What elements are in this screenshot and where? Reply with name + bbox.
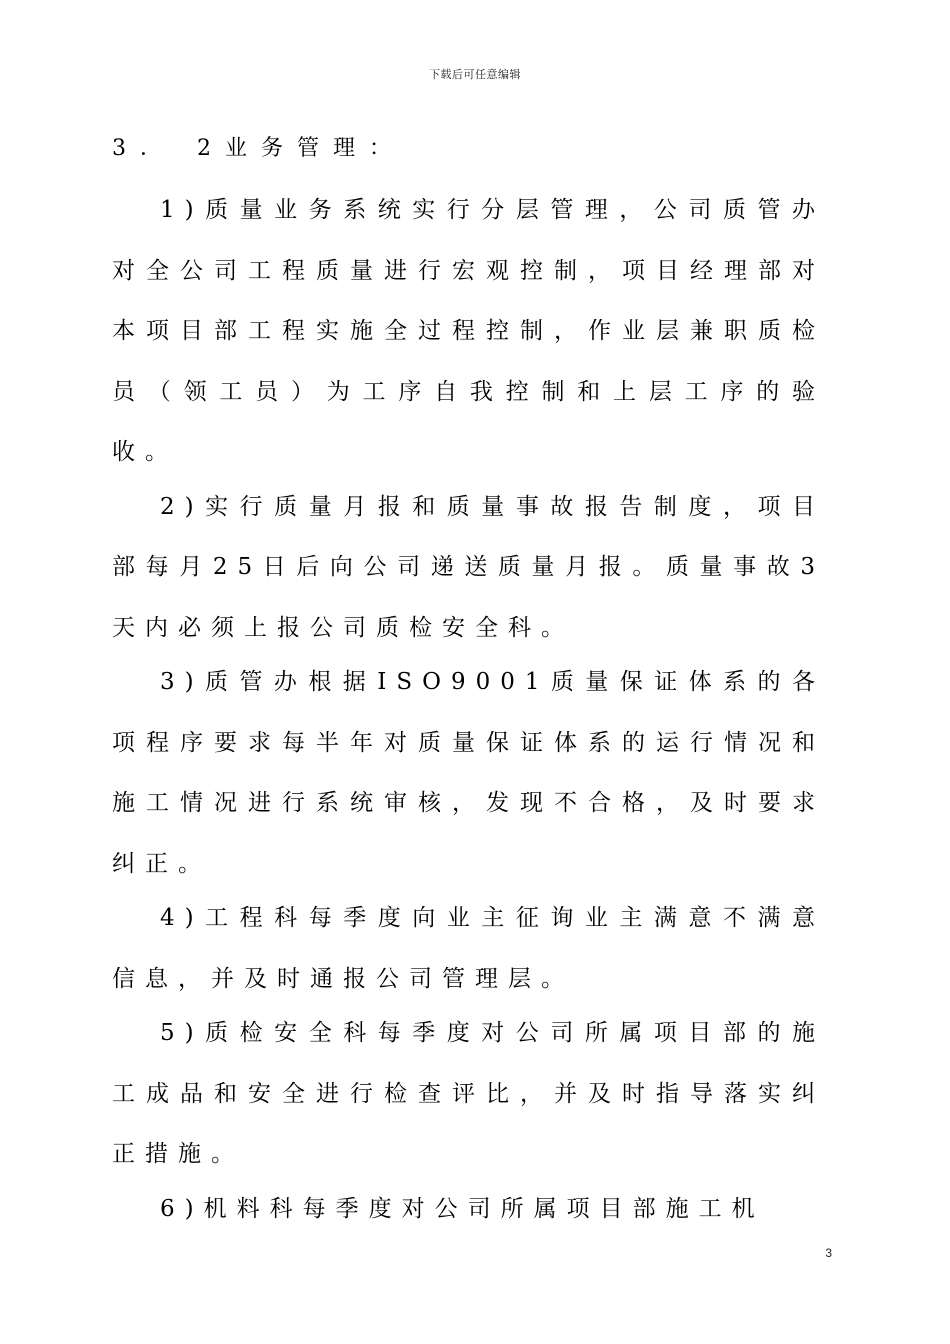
document-body (112, 126, 825, 1233)
paragraph-3: 3)质管办根据ISO9001质量保证体系的各项程序要求每半年对质量保证体系的运行情况和施工情况进行系统审核，发现不合格，及时要求纠正。 (112, 669, 825, 877)
page-number: 3 (825, 1246, 832, 1260)
paragraph-1: 1)质量业务系统实行分层管理，公司质管办对全公司工程质量进行宏观控制，项目经理部对本项目部工程实施全过程控制，作业层兼职质检员（领工员）为工序自我控制和上层工序的验收。 (112, 197, 825, 465)
page-header: 下载后可任意编辑 (429, 68, 521, 81)
paragraph-6: 6)机料科每季度对公司所属项目部施工机 (160, 1195, 765, 1222)
section-heading: 3． 2业务管理： (112, 136, 405, 161)
paragraph-4: 4)工程科每季度向业主征询业主满意不满意信息，并及时通报公司管理层。 (112, 905, 825, 992)
paragraph-5: 5)质检安全科每季度对公司所属项目部的施工成品和安全进行检查评比，并及时指导落实纠正措施。 (112, 1020, 825, 1167)
paragraph-2: 2)实行质量月报和质量事故报告制度，项目部每月25日后向公司递送质量月报。质量事故3天内必须上报公司质检安全科。 (112, 493, 825, 641)
